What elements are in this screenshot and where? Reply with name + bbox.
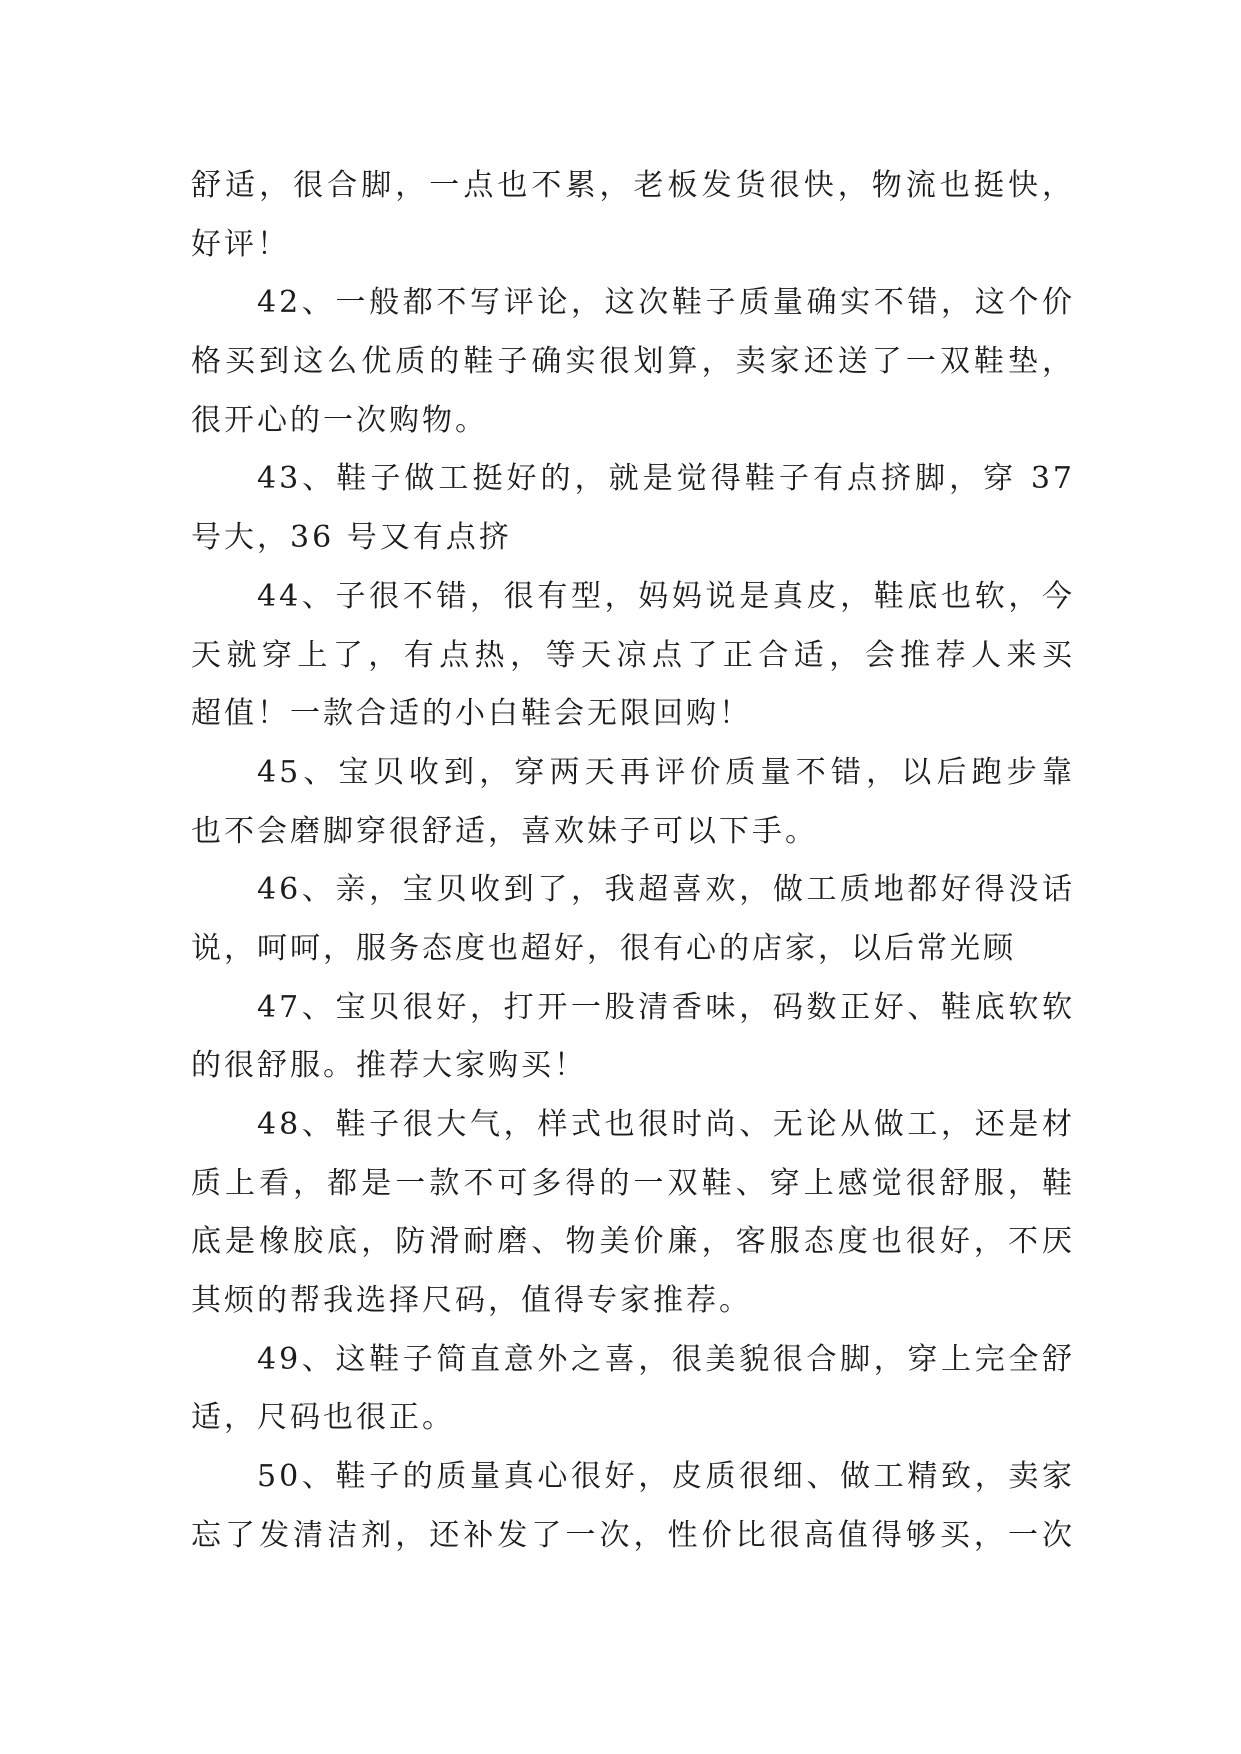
review-paragraph-42 [191, 274, 1075, 450]
text-line: 号大，36 号又有点挤 [191, 520, 512, 556]
text-line: 说，呵呵，服务态度也超好，很有心的店家，以后常光顾 [191, 930, 1016, 966]
text-line: 忘了发清洁剂，还补发了一次，性价比很高值得够买，一次 [191, 1517, 1075, 1553]
text-line: 适，尺码也很正。 [191, 1400, 455, 1436]
text-line: 44、子很不错，很有型，妈妈说是真皮，鞋底也软，今 [257, 578, 1075, 614]
text-line: 底是橡胶底，防滑耐磨、物美价廉，客服态度也很好，不厌 [191, 1224, 1075, 1260]
document-body [191, 157, 1075, 1566]
review-paragraph-44 [191, 568, 1075, 744]
text-line: 天就穿上了，有点热，等天凉点了正合适，会推荐人来买 [191, 637, 1075, 673]
text-line: 也不会磨脚穿很舒适，喜欢妹子可以下手。 [191, 813, 818, 849]
review-paragraph-46 [191, 861, 1075, 978]
review-paragraph-47 [191, 979, 1075, 1096]
review-paragraph-49 [191, 1331, 1075, 1448]
text-line: 舒适，很合脚，一点也不累，老板发货很快，物流也挺快， [191, 168, 1075, 203]
review-paragraph-50 [191, 1448, 1075, 1565]
text-line: 质上看，都是一款不可多得的一双鞋、穿上感觉很舒服，鞋 [191, 1165, 1075, 1201]
review-paragraph-45 [191, 744, 1075, 861]
text-line: 48、鞋子很大气，样式也很时尚、无论从做工，还是材 [257, 1107, 1075, 1142]
text-line: 其烦的帮我选择尺码，值得专家推荐。 [191, 1283, 752, 1319]
continuation-paragraph [191, 157, 1075, 274]
text-line: 45、宝贝收到，穿两天再评价质量不错，以后跑步靠 [257, 754, 1075, 790]
text-line: 43、鞋子做工挺好的，就是觉得鞋子有点挤脚，穿 37 [257, 461, 1075, 497]
text-line: 格买到这么优质的鞋子确实很划算，卖家还送了一双鞋垫， [191, 344, 1075, 380]
text-line: 50、鞋子的质量真心很好，皮质很细、做工精致，卖家 [257, 1459, 1075, 1495]
text-line: 超值！一款合适的小白鞋会无限回购！ [191, 696, 752, 732]
review-paragraph-43 [191, 450, 1075, 567]
text-line: 49、这鞋子简直意外之喜，很美貌很合脚，穿上完全舒 [257, 1341, 1075, 1377]
text-line: 47、宝贝很好，打开一股清香味，码数正好、鞋底软软 [257, 989, 1075, 1025]
text-line: 的很舒服。推荐大家购买！ [191, 1048, 587, 1084]
text-line: 46、亲，宝贝收到了，我超喜欢，做工质地都好得没话 [257, 872, 1075, 908]
text-line: 很开心的一次购物。 [191, 402, 488, 438]
text-line: 好评！ [191, 226, 290, 262]
text-line: 42、一般都不写评论，这次鞋子质量确实不错，这个价 [257, 285, 1075, 321]
review-paragraph-48 [191, 1096, 1075, 1331]
